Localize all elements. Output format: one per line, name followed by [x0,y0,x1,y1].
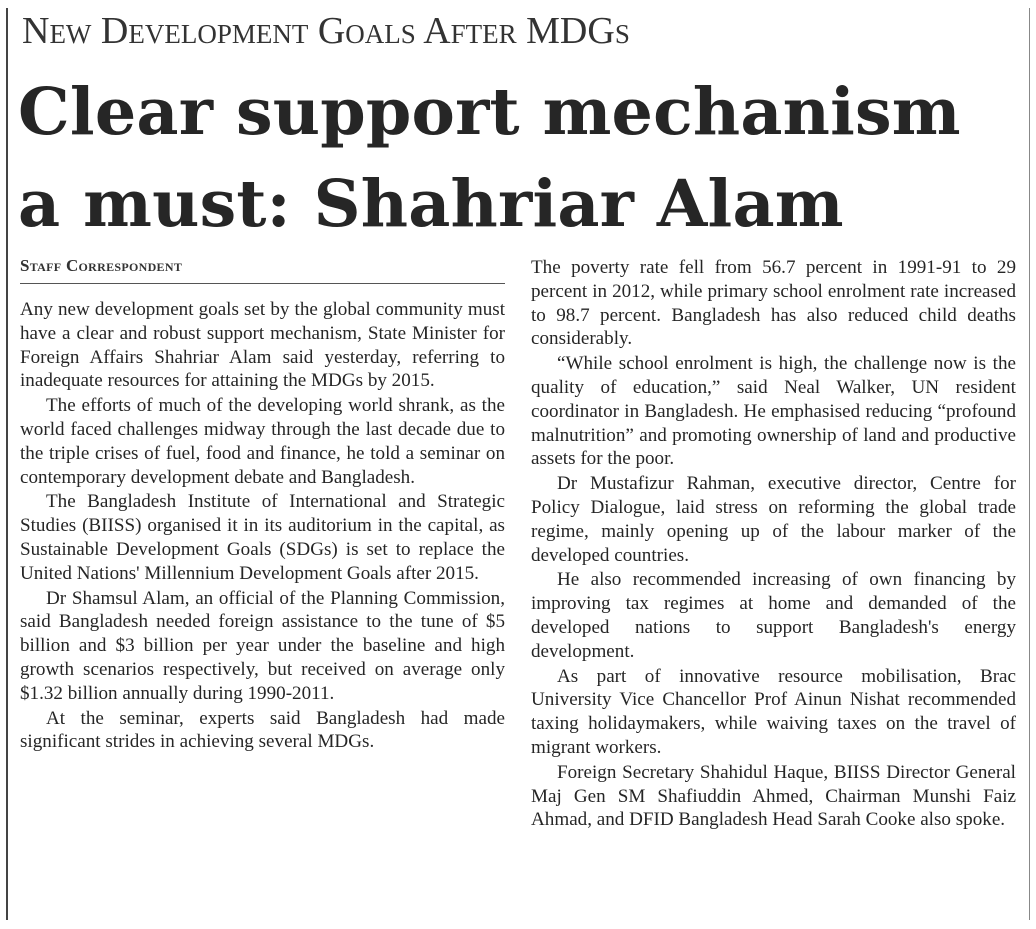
paragraph: Dr Shamsul Alam, an official of the Planning Commission, said Bangladesh needed foreign assistance to the tune of $5 billion and $3 billion per year under the baseline and high growth scenarios respectively, but received on average only $1.32 billion annually during 1990-2011. [20,587,505,704]
article-column-right [531,256,1016,833]
paragraph: At the seminar, experts said Bangladesh had made significant strides in achieving several MDGs. [20,707,505,753]
paragraph: The Bangladesh Institute of International and Strategic Studies (BIISS) organised it in its auditorium in the capital, as Sustainable Development Goals (SDGs) is set to replace the United Nations' Millennium Development Goals after 2015. [20,491,505,584]
paragraph: As part of innovative resource mobilisation, Brac University Vice Chancellor Prof Ainun Nishat recommended taxing holidaymakers, while waiving taxes on the travel of migrant workers. [531,665,1016,758]
paragraph: Dr Mustafizur Rahman, executive director, Centre for Policy Dialogue, laid stress on reforming the global trade regime, mainly opening up of the labour marker of the developed countries. [531,473,1016,566]
section-kicker: New Development Goals After MDGs [22,10,630,52]
paragraph: Any new development goals set by the global community must have a clear and robust support mechanism, State Minister for Foreign Affairs Shahriar Alam said yesterday, referring to inadequate resources for attaining the MDGs by 2015. [20,299,505,392]
paragraph: He also recommended increasing of own financing by improving tax regimes at home and demanded of the developed nations to support Bangladesh's energy development. [531,569,1016,662]
headline [18,66,1026,250]
paragraph: The efforts of much of the developing world shrank, as the world faced challenges midway through the last decade due to the triple crises of fuel, food and finance, he told a seminar on contemporary development debate and Bangladesh. [20,395,505,488]
article-column-left [20,254,505,755]
right-edge-rule [1029,8,1030,920]
paragraph: “While school enrolment is high, the challenge now is the quality of education,” said Neal Walker, UN resident coordinator in Bangladesh. He emphasised reducing “profound malnutrition” and promoting ownership of land and productive assets for the poor. [531,353,1016,470]
paragraph: Foreign Secretary Shahidul Haque, BIISS Director General Maj Gen SM Shafiuddin Ahmed, Chairman Munshi Faiz Ahmad, and DFID Bangladesh Head Sarah Cooke also spoke. [531,761,1016,831]
headline-line-2: a must: Shahriar Alam [18,166,844,242]
paragraph: The poverty rate fell from 56.7 percent in 1991-91 to 29 percent in 2012, while primary school enrolment rate increased to 98.7 percent. Bangladesh has also reduced child deaths considerably. [531,257,1016,350]
left-column-rule [6,8,8,920]
headline-line-1: Clear support mechanism [18,74,961,150]
byline: Staff Correspondent [20,254,505,284]
